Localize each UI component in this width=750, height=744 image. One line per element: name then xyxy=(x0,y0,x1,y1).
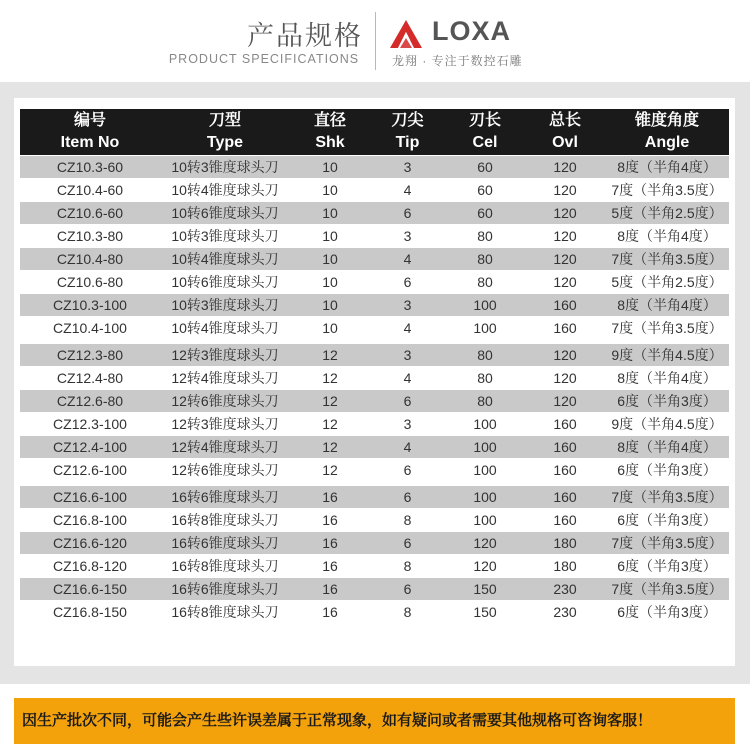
table-cell: 100 xyxy=(473,489,497,505)
table-cell: 100 xyxy=(473,512,497,528)
table-row xyxy=(20,317,729,339)
table-cell: 10转3锥度球头刀 xyxy=(171,297,279,313)
table-cell: 160 xyxy=(553,489,577,505)
table-cell: 16转6锥度球头刀 xyxy=(171,581,279,597)
table-cell: 80 xyxy=(477,393,493,409)
table-cell: 6 xyxy=(403,535,412,551)
table-cell: 160 xyxy=(553,439,577,455)
table-cell: 8 xyxy=(403,558,412,574)
column-header: 刀型 Type xyxy=(206,112,244,151)
table-cell: 10 xyxy=(322,251,338,267)
table-cell: 120 xyxy=(553,205,577,221)
table-cell: 4 xyxy=(403,439,412,455)
table-row xyxy=(20,459,729,481)
table-cell: 120 xyxy=(553,251,577,267)
table-row xyxy=(20,532,729,554)
column-header: 总长 Ovl xyxy=(548,112,581,151)
table-cell: 100 xyxy=(473,462,497,478)
table-cell: 3 xyxy=(403,416,412,432)
table-cell: 12 xyxy=(322,439,338,455)
table-cell: 12 xyxy=(322,347,338,363)
table-cell: 8度（半角4度） xyxy=(617,370,717,386)
table-cell: 5度（半角2.5度） xyxy=(611,205,723,221)
table-cell: CZ12.3-100 xyxy=(53,416,127,432)
table-cell: 12转3锥度球头刀 xyxy=(171,416,279,432)
spec-panel xyxy=(0,82,750,729)
table-cell: 16转8锥度球头刀 xyxy=(171,512,279,528)
table-cell: 6 xyxy=(403,489,412,505)
table-cell: 10转3锥度球头刀 xyxy=(171,159,279,175)
table-row xyxy=(20,436,729,458)
header-divider xyxy=(375,12,376,70)
table-cell: 6 xyxy=(403,581,412,597)
table-cell: 7度（半角3.5度） xyxy=(611,182,723,198)
table-cell: 6度（半角3度） xyxy=(617,604,717,620)
table-cell: CZ10.4-100 xyxy=(53,320,127,336)
table-cell: 80 xyxy=(477,274,493,290)
table-cell: 9度（半角4.5度） xyxy=(611,416,723,432)
table-cell: CZ16.6-150 xyxy=(53,581,127,597)
page-header xyxy=(0,0,750,80)
table-cell: 7度（半角3.5度） xyxy=(611,251,723,267)
table-row xyxy=(20,294,729,316)
table-cell: 8度（半角4度） xyxy=(617,439,717,455)
table-cell: 10 xyxy=(322,159,338,175)
table-cell: 7度（半角3.5度） xyxy=(611,489,723,505)
page-subtitle: PRODUCT SPECIFICATIONS xyxy=(168,52,360,66)
table-cell: 10 xyxy=(322,228,338,244)
table-cell: 12转4锥度球头刀 xyxy=(171,439,279,455)
group-separator xyxy=(20,339,729,343)
table-cell: 160 xyxy=(553,297,577,313)
spec-table xyxy=(20,109,729,623)
table-row xyxy=(20,390,729,412)
table-cell: 6度（半角3度） xyxy=(617,393,717,409)
table-cell: 10转4锥度球头刀 xyxy=(171,251,279,267)
brand-tagline: 龙翔 · 专注于数控石雕 xyxy=(392,54,523,68)
table-cell: 3 xyxy=(403,228,412,244)
table-cell: 8度（半角4度） xyxy=(617,297,717,313)
table-cell: 150 xyxy=(473,604,497,620)
table-cell: 16转6锥度球头刀 xyxy=(171,489,279,505)
table-cell: 6 xyxy=(403,462,412,478)
table-row xyxy=(20,601,729,623)
group-separator xyxy=(20,481,729,485)
table-cell: 160 xyxy=(553,512,577,528)
table-cell: 10 xyxy=(322,297,338,313)
table-cell: 12转3锥度球头刀 xyxy=(171,347,279,363)
table-cell: 16 xyxy=(322,535,338,551)
table-cell: 3 xyxy=(403,159,412,175)
table-cell: 5度（半角2.5度） xyxy=(611,274,723,290)
table-cell: 4 xyxy=(403,370,412,386)
table-cell: 230 xyxy=(553,581,577,597)
table-cell: 10 xyxy=(322,182,338,198)
table-cell: CZ12.4-80 xyxy=(56,370,124,386)
table-cell: 4 xyxy=(403,320,412,336)
table-row xyxy=(20,248,729,270)
column-header: 直径 Shk xyxy=(313,112,346,151)
table-cell: 10转3锥度球头刀 xyxy=(171,228,279,244)
table-cell: CZ16.8-150 xyxy=(53,604,127,620)
column-header: 锥度角度 Angle xyxy=(634,112,699,151)
table-cell: 16 xyxy=(322,581,338,597)
table-cell: 8度（半角4度） xyxy=(617,159,717,175)
table-cell: 16 xyxy=(322,489,338,505)
table-row xyxy=(20,225,729,247)
table-cell: 120 xyxy=(553,182,577,198)
table-row xyxy=(20,179,729,201)
table-cell: 80 xyxy=(477,251,493,267)
table-cell: 3 xyxy=(403,297,412,313)
table-cell: 7度（半角3.5度） xyxy=(611,320,723,336)
table-cell: 10转6锥度球头刀 xyxy=(171,205,279,221)
table-row xyxy=(20,578,729,600)
table-cell: 12 xyxy=(322,370,338,386)
table-cell: 12 xyxy=(322,393,338,409)
table-cell: 160 xyxy=(553,462,577,478)
column-header: 编号 Item No xyxy=(60,112,120,151)
table-cell: 120 xyxy=(473,558,497,574)
table-cell: 12转6锥度球头刀 xyxy=(171,393,279,409)
table-cell: 10转4锥度球头刀 xyxy=(171,320,279,336)
table-cell: 8度（半角4度） xyxy=(617,228,717,244)
table-row xyxy=(20,271,729,293)
table-cell: 16 xyxy=(322,512,338,528)
table-cell: 16 xyxy=(322,558,338,574)
table-cell: 150 xyxy=(473,581,497,597)
table-cell: 7度（半角3.5度） xyxy=(611,581,723,597)
table-cell: 3 xyxy=(403,347,412,363)
table-cell: 6度（半角3度） xyxy=(617,558,717,574)
table-cell: CZ10.4-60 xyxy=(56,182,124,198)
notice-banner: 因生产批次不同，可能会产生些许误差属于正常现象，如有疑问或者需要其他规格可咨询客服！ xyxy=(14,698,735,744)
table-cell: 16转8锥度球头刀 xyxy=(171,604,279,620)
table-cell: 12 xyxy=(322,416,338,432)
table-cell: CZ10.3-100 xyxy=(53,297,127,313)
table-cell: 12转6锥度球头刀 xyxy=(171,462,279,478)
table-cell: 100 xyxy=(473,320,497,336)
table-cell: CZ16.8-100 xyxy=(53,512,127,528)
table-cell: 60 xyxy=(477,205,493,221)
table-cell: CZ16.6-100 xyxy=(53,489,127,505)
column-header: 刃长 Cel xyxy=(468,112,501,151)
table-cell: 16转8锥度球头刀 xyxy=(171,558,279,574)
table-cell: 16 xyxy=(322,604,338,620)
table-cell: CZ12.6-100 xyxy=(53,462,127,478)
table-cell: 4 xyxy=(403,251,412,267)
table-cell: 8 xyxy=(403,512,412,528)
table-cell: 10 xyxy=(322,274,338,290)
table-cell: 100 xyxy=(473,297,497,313)
table-row xyxy=(20,413,729,435)
table-cell: 120 xyxy=(553,274,577,290)
table-cell: 80 xyxy=(477,370,493,386)
table-row xyxy=(20,344,729,366)
table-cell: CZ10.3-80 xyxy=(56,228,124,244)
table-header xyxy=(20,109,729,155)
table-cell: CZ12.3-80 xyxy=(56,347,124,363)
table-cell: 120 xyxy=(553,228,577,244)
table-cell: 180 xyxy=(553,535,577,551)
table-cell: CZ10.3-60 xyxy=(56,159,124,175)
table-cell: 120 xyxy=(473,535,497,551)
table-cell: 160 xyxy=(553,320,577,336)
table-row xyxy=(20,509,729,531)
table-cell: 6度（半角3度） xyxy=(617,512,717,528)
loxa-logo-icon xyxy=(386,18,426,50)
table-row xyxy=(20,486,729,508)
table-cell: 80 xyxy=(477,228,493,244)
table-cell: 120 xyxy=(553,393,577,409)
column-header: 刀尖 Tip xyxy=(391,112,424,151)
table-cell: 6 xyxy=(403,393,412,409)
table-cell: 60 xyxy=(477,159,493,175)
table-cell: 7度（半角3.5度） xyxy=(611,535,723,551)
table-cell: 80 xyxy=(477,347,493,363)
table-cell: 10转4锥度球头刀 xyxy=(171,182,279,198)
table-cell: 4 xyxy=(403,182,412,198)
table-cell: 230 xyxy=(553,604,577,620)
table-cell: 6度（半角3度） xyxy=(617,462,717,478)
table-cell: 12 xyxy=(322,462,338,478)
table-cell: CZ10.4-80 xyxy=(56,251,124,267)
spec-card xyxy=(14,98,735,666)
table-row xyxy=(20,367,729,389)
table-cell: CZ10.6-80 xyxy=(56,274,124,290)
table-cell: 6 xyxy=(403,274,412,290)
table-cell: 8 xyxy=(403,604,412,620)
brand-logo-text: LOXA xyxy=(432,16,512,46)
table-cell: CZ12.4-100 xyxy=(53,439,127,455)
table-row xyxy=(20,555,729,577)
table-cell: 100 xyxy=(473,439,497,455)
table-cell: CZ12.6-80 xyxy=(56,393,124,409)
table-cell: CZ10.6-60 xyxy=(56,205,124,221)
table-cell: 100 xyxy=(473,416,497,432)
table-cell: 10 xyxy=(322,320,338,336)
table-cell: 120 xyxy=(553,159,577,175)
table-cell: 10 xyxy=(322,205,338,221)
table-cell: 160 xyxy=(553,416,577,432)
table-row xyxy=(20,156,729,178)
table-cell: 180 xyxy=(553,558,577,574)
table-row xyxy=(20,202,729,224)
table-cell: 9度（半角4.5度） xyxy=(611,347,723,363)
table-cell: 12转4锥度球头刀 xyxy=(171,370,279,386)
table-cell: 6 xyxy=(403,205,412,221)
table-cell: 10转6锥度球头刀 xyxy=(171,274,279,290)
table-cell: 60 xyxy=(477,182,493,198)
table-cell: 120 xyxy=(553,370,577,386)
page-title: 产品规格 xyxy=(247,21,363,51)
table-cell: CZ16.8-120 xyxy=(53,558,127,574)
table-cell: CZ16.6-120 xyxy=(53,535,127,551)
table-cell: 16转6锥度球头刀 xyxy=(171,535,279,551)
table-cell: 120 xyxy=(553,347,577,363)
